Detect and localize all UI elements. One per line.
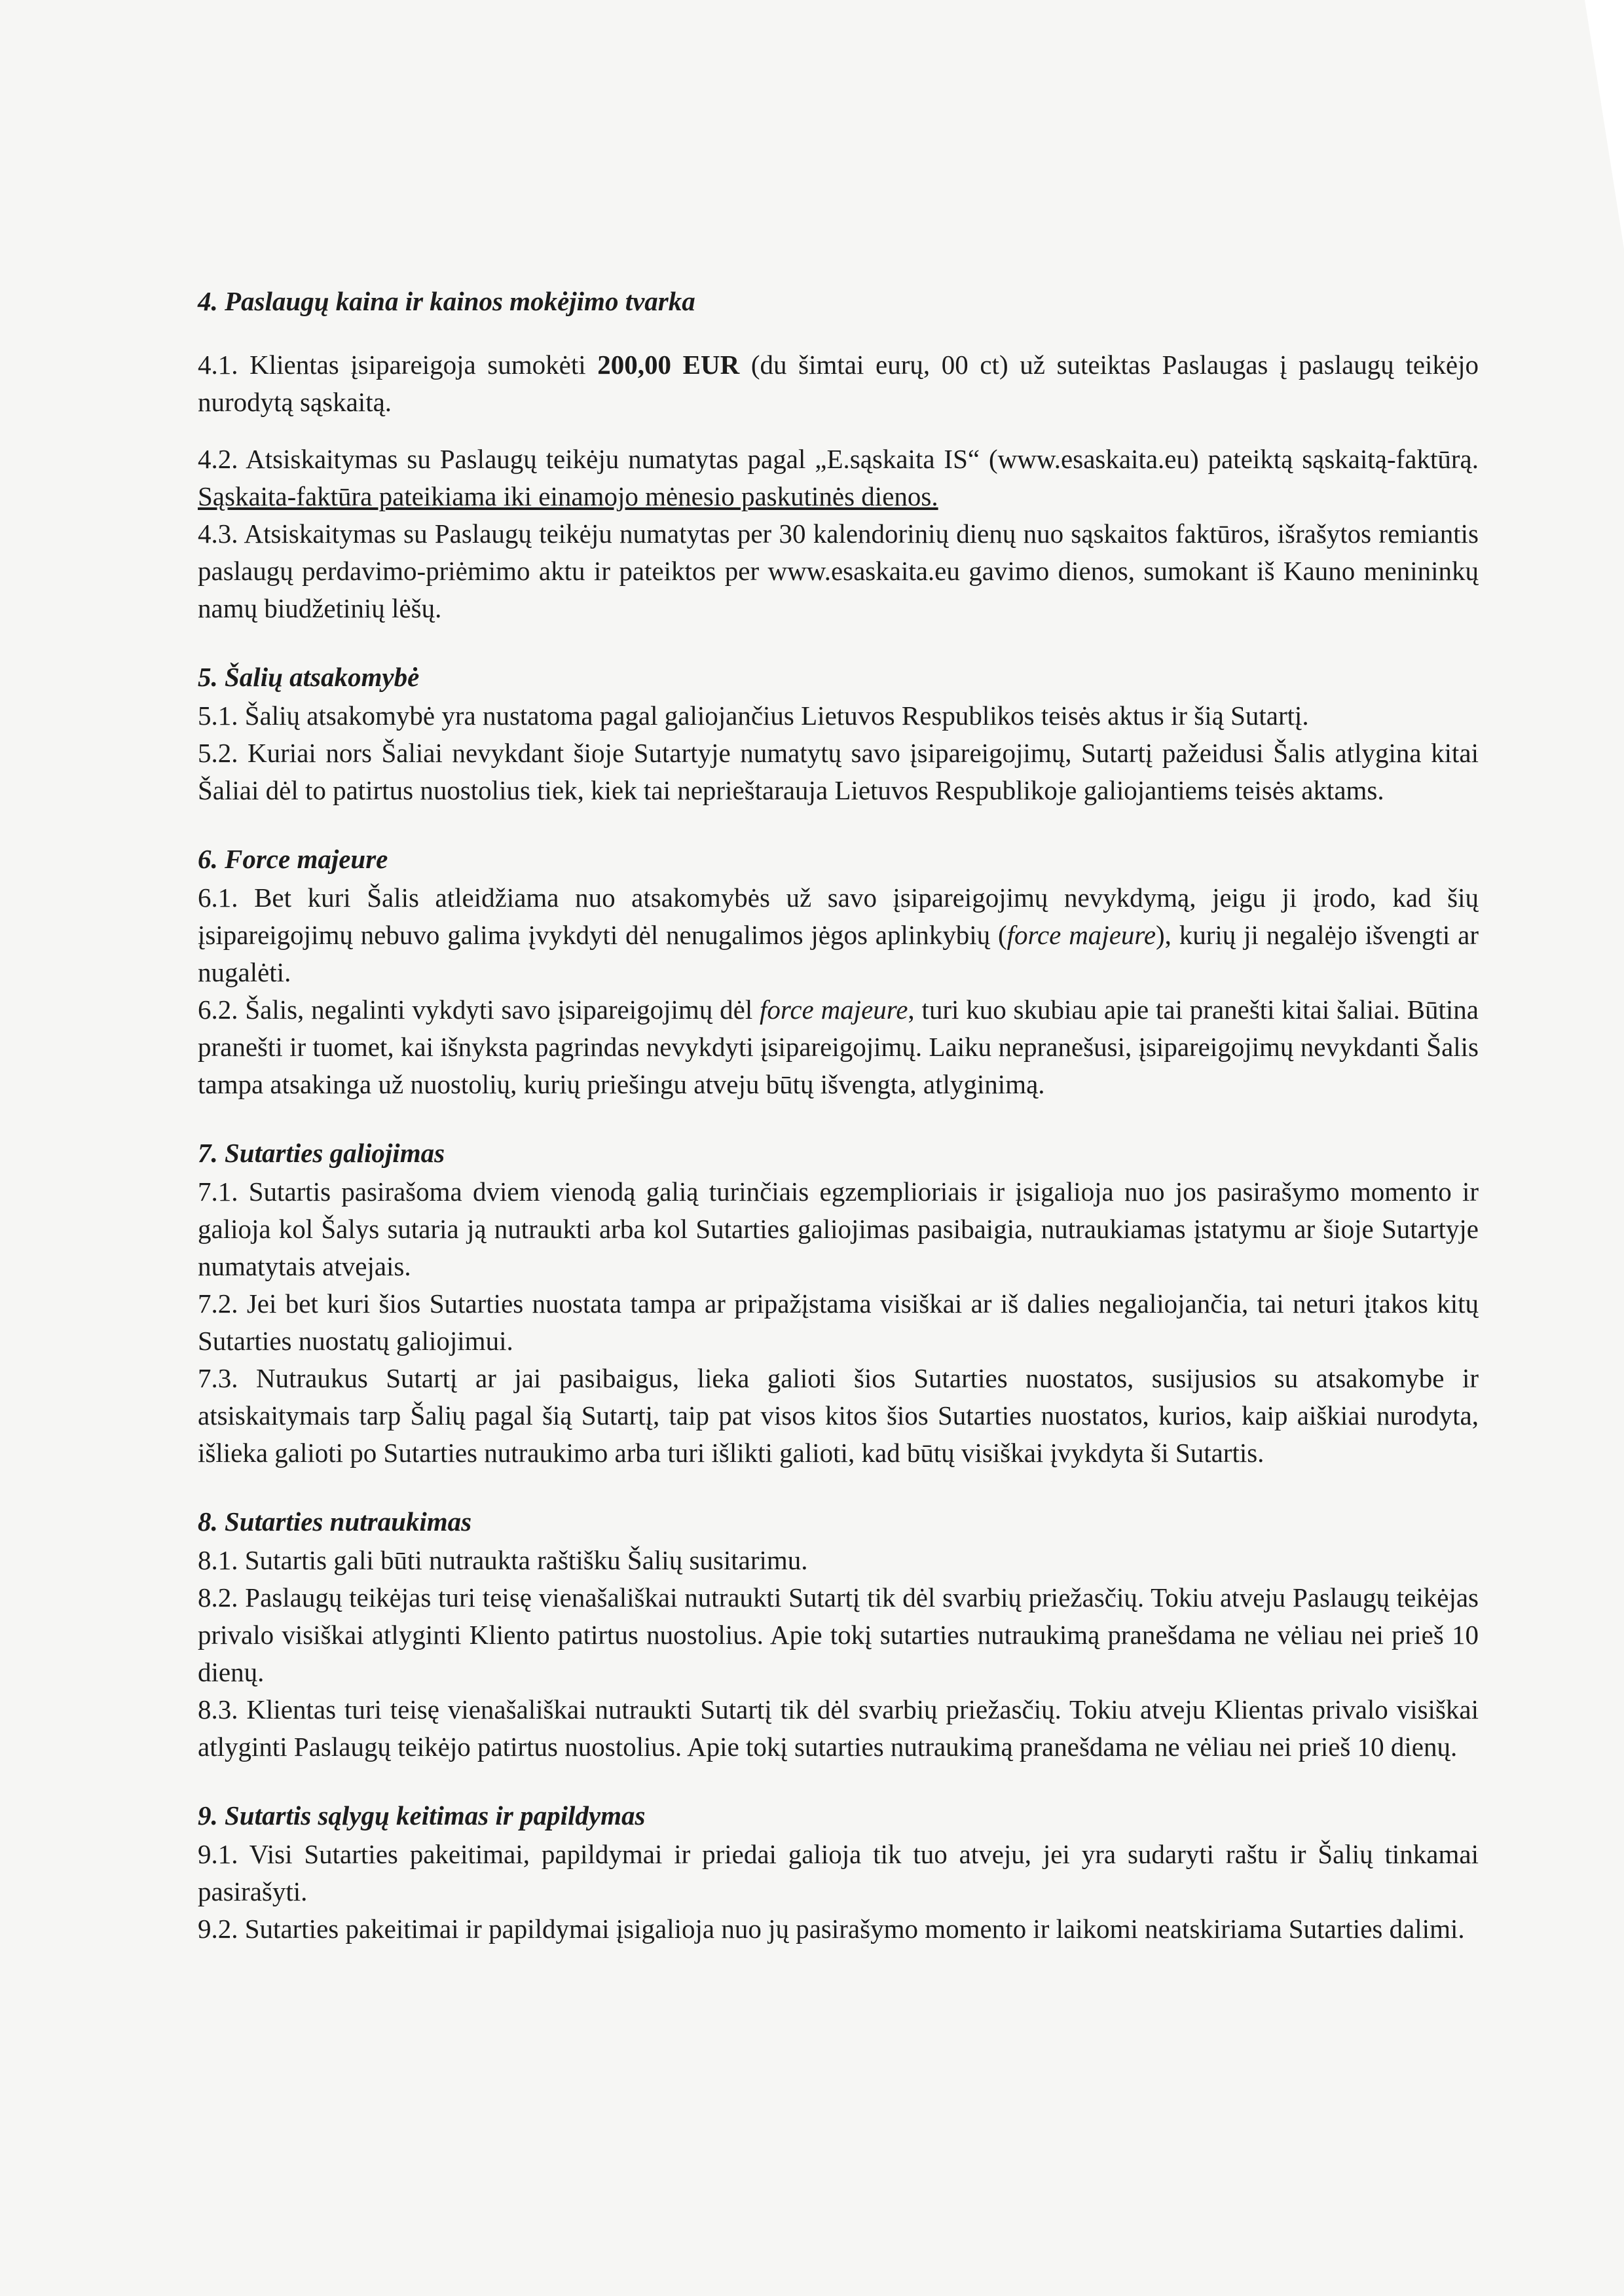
page-corner-fold — [1585, 0, 1624, 249]
clause-5-1: 5.1. Šalių atsakomybė yra nustatoma pagal galiojančius Lietuvos Respublikos teisės aktus ir šią Sutartį. — [198, 701, 1309, 731]
italic-term: force majeure — [760, 994, 908, 1025]
section-heading: 4. Paslaugų kaina ir kainos mokėjimo tvarka — [198, 286, 695, 316]
clause-7-3: 7.3. Nutraukus Sutartį ar jai pasibaigus, lieka galioti šios Sutarties nuostatos, susijusios su atsakomybe ir atsiskaitymais tarp Šalių pagal šią Sutartį, taip pat visos kitos šios Sutarties nuostatos, kurios, kaip aiškiai nurodyta, išlieka galioti po Sutarties nutraukimo arba turi išlikti galioti, kad būtų visiškai įvykdyta ši Sutartis. — [198, 1363, 1479, 1468]
clause-text: 4.2. Atsiskaitymas su Paslaugų teikėju numatytas pagal „E.sąskaita IS“ (www.esaskaita.eu) pateiktą sąskaitą-faktūrą. — [198, 444, 1479, 474]
clause-4-2 — [198, 441, 1479, 515]
section-termination — [198, 1503, 1479, 1766]
clause-7-1: 7.1. Sutartis pasirašoma dviem vienodą galią turinčiais egzemplioriais ir įsigalioja nuo jos pasirašymo momento ir galioja kol Šalys sutaria ją nutraukti arba kol Sutarties galiojimas pasibaigia, nutraukiamas įstatymu ar šioje Sutartyje numatytais atvejais. — [198, 1176, 1479, 1281]
section-heading: 9. Sutartis sąlygų keitimas ir papildymas — [198, 1800, 646, 1831]
section-heading: 6. Force majeure — [198, 844, 388, 874]
price-amount: 200,00 EUR — [597, 350, 740, 380]
section-heading: 5. Šalių atsakomybė — [198, 662, 420, 692]
underlined-text: Sąskaita-faktūra pateikiama iki einamojo mėnesio paskutinės dienos. — [198, 481, 938, 511]
clause-text: 6.2. Šalis, negalinti vykdyti savo įsipareigojimų dėl — [198, 994, 760, 1025]
clause-7-2: 7.2. Jei bet kuri šios Sutarties nuostata tampa ar pripažįstama visiškai ar iš dalies negaliojančia, tai neturi įtakos kitų Sutarties nuostatų galiojimui. — [198, 1288, 1479, 1356]
clause-text: (du šimtai eurų, 00 ct) už suteiktas Paslaugas į paslaugų teikėjo nurodytą sąskaitą. — [198, 350, 1479, 417]
section-amendments — [198, 1797, 1479, 1948]
clause-text: , turi kuo skubiau apie tai pranešti kitai šaliai. Būtina pranešti ir tuomet, kai išnyksta pagrindas nevykdyti įsipareigojimų. Laiku nepranešusi, įsipareigojimų nevykdanti Šalis tampa atsakinga už nuostolių, kurių priešingu atveju būtų išvengta, atlyginimą. — [198, 994, 1479, 1099]
section-heading: 7. Sutarties galiojimas — [198, 1138, 445, 1168]
clause-8-1: 8.1. Sutartis gali būti nutraukta raštišku Šalių susitarimu. — [198, 1545, 808, 1575]
clause-9-2: 9.2. Sutarties pakeitimai ir papildymai įsigalioja nuo jų pasirašymo momento ir laikomi neatskiriama Sutarties dalimi. — [198, 1914, 1465, 1944]
clause-text: 6.1. Bet kuri Šalis atleidžiama nuo atsakomybės už savo įsipareigojimų nevykdymą, jeigu ji įrodo, kad šių įsipareigojimų nebuvo galima įvykdyti dėl nenugalimos jėgos aplinkybių ( — [198, 883, 1479, 950]
clause-9-1: 9.1. Visi Sutarties pakeitimai, papildymai ir priedai galioja tik tuo atveju, jei yra sudaryti raštu ir Šalių tinkamai pasirašyti. — [198, 1839, 1479, 1906]
section-heading: 8. Sutarties nutraukimas — [198, 1506, 472, 1537]
clause-6-1 — [198, 879, 1479, 991]
italic-term: force majeure — [1006, 920, 1156, 950]
clause-4-1 — [198, 346, 1479, 421]
clause-text: 4.1. Klientas įsipareigoja sumokėti — [198, 350, 598, 380]
clause-6-2 — [198, 991, 1479, 1103]
section-liability — [198, 659, 1479, 809]
section-force-majeure — [198, 841, 1479, 1103]
clause-5-2: 5.2. Kuriai nors Šaliai nevykdant šioje Sutartyje numatytų savo įsipareigojimų, Sutartį pažeidusi Šalis atlygina kitai Šaliai dėl to patirtus nuostolius tiek, kiek tai neprieštarauja Lietuvos Respublikoje galiojantiems teisės aktams. — [198, 738, 1479, 805]
clause-4-3: 4.3. Atsiskaitymas su Paslaugų teikėju numatytas per 30 kalendorinių dienų nuo sąskaitos faktūros, išrašytos remiantis paslaugų perdavimo-priėmimo aktu ir pateiktos per www.esaskaita.eu gavimo dienos, sumokant iš Kauno menininkų namų biudžetinių lėšų. — [198, 519, 1479, 623]
section-validity — [198, 1135, 1479, 1472]
document-body — [198, 283, 1479, 1979]
clause-8-3: 8.3. Klientas turi teisę vienašališkai nutraukti Sutartį tik dėl svarbių priežasčių. Tokiu atveju Klientas privalo visiškai atlyginti Paslaugų teikėjo patirtus nuostolius. Apie tokį sutarties nutraukimą pranešdama ne vėliau nei prieš 10 dienų. — [198, 1694, 1479, 1762]
clause-text: ), kurių ji negalėjo išvengti ar nugalėti. — [198, 920, 1479, 987]
clause-8-2: 8.2. Paslaugų teikėjas turi teisę vienašališkai nutraukti Sutartį tik dėl svarbių priežasčių. Tokiu atveju Paslaugų teikėjas privalo visiškai atlyginti Kliento patirtus nuostolius. Apie tokį sutarties nutraukimą pranešdama ne vėliau nei prieš 10 dienų. — [198, 1582, 1479, 1687]
section-price-payment — [198, 283, 1479, 627]
